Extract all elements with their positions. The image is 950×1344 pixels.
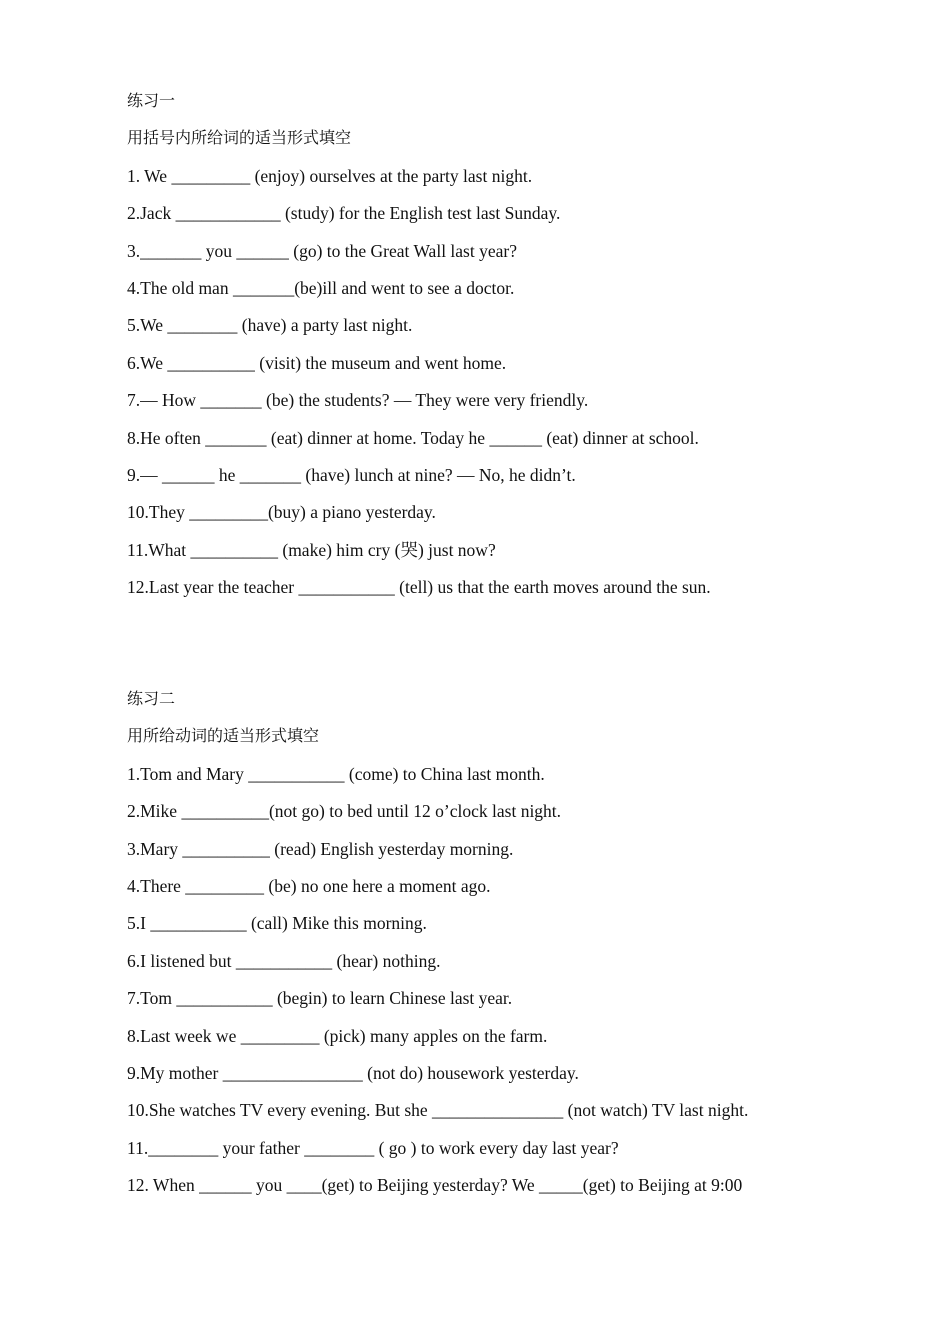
exercise-item: 8.Last week we _________ (pick) many apples on the farm. (127, 1025, 548, 1046)
exercise-2-instruction: 用所给动词的适当形式填空 (127, 726, 320, 746)
exercise-item: 3.Mary __________ (read) English yesterday morning. (127, 838, 514, 859)
exercise-item: 5.We ________ (have) a party last night. (127, 315, 413, 336)
exercise-item: 11.________ your father ________ ( go ) to work every day last year? (127, 1137, 619, 1158)
exercise-item: 5.I ___________ (call) Mike this morning. (127, 913, 427, 934)
exercise-item: 2.Mike __________(not go) to bed until 12 o’clock last night. (127, 801, 562, 822)
exercise-item: 10.They _________(buy) a piano yesterday. (127, 502, 436, 523)
exercise-item: 12.Last year the teacher ___________ (tell) us that the earth moves around the sun. (127, 577, 711, 598)
exercise-item: 3._______ you ______ (go) to the Great Wall last year? (127, 240, 517, 261)
exercise-item: 2.Jack ____________ (study) for the English test last Sunday. (127, 203, 561, 224)
exercise-item: 11.What __________ (make) him cry (哭) just now? (127, 539, 496, 560)
exercise-item: 1.Tom and Mary ___________ (come) to China last month. (127, 763, 545, 784)
exercise-item: 6.We __________ (visit) the museum and went home. (127, 352, 507, 373)
exercise-item: 4.The old man _______(be)ill and went to see a doctor. (127, 277, 515, 298)
exercise-item: 4.There _________ (be) no one here a moment ago. (127, 875, 491, 896)
exercise-2 (127, 688, 927, 1211)
exercise-item: 1. We _________ (enjoy) ourselves at the party last night. (127, 165, 533, 186)
exercise-item: 6.I listened but ___________ (hear) nothing. (127, 950, 441, 971)
exercise-item: 9.— ______ he _______ (have) lunch at nine? — No, he didn’t. (127, 464, 576, 485)
exercise-item: 12. When ______ you ____(get) to Beijing yesterday? We _____(get) to Beijing at 9:00 (127, 1175, 743, 1196)
exercise-1 (127, 90, 927, 613)
exercise-2-title: 练习二 (127, 689, 176, 708)
exercise-item: 10.She watches TV every evening. But she _______________ (not watch) TV last night. (127, 1100, 749, 1121)
exercise-item: 7.— How _______ (be) the students? — They were very friendly. (127, 390, 589, 411)
exercise-item: 7.Tom ___________ (begin) to learn Chinese last year. (127, 988, 513, 1009)
exercise-item: 8.He often _______ (eat) dinner at home. Today he ______ (eat) dinner at school. (127, 427, 699, 448)
exercise-item: 9.My mother ________________ (not do) housework yesterday. (127, 1062, 579, 1083)
exercise-1-title: 练习一 (127, 91, 176, 110)
exercise-1-instruction: 用括号内所给词的适当形式填空 (127, 128, 352, 148)
